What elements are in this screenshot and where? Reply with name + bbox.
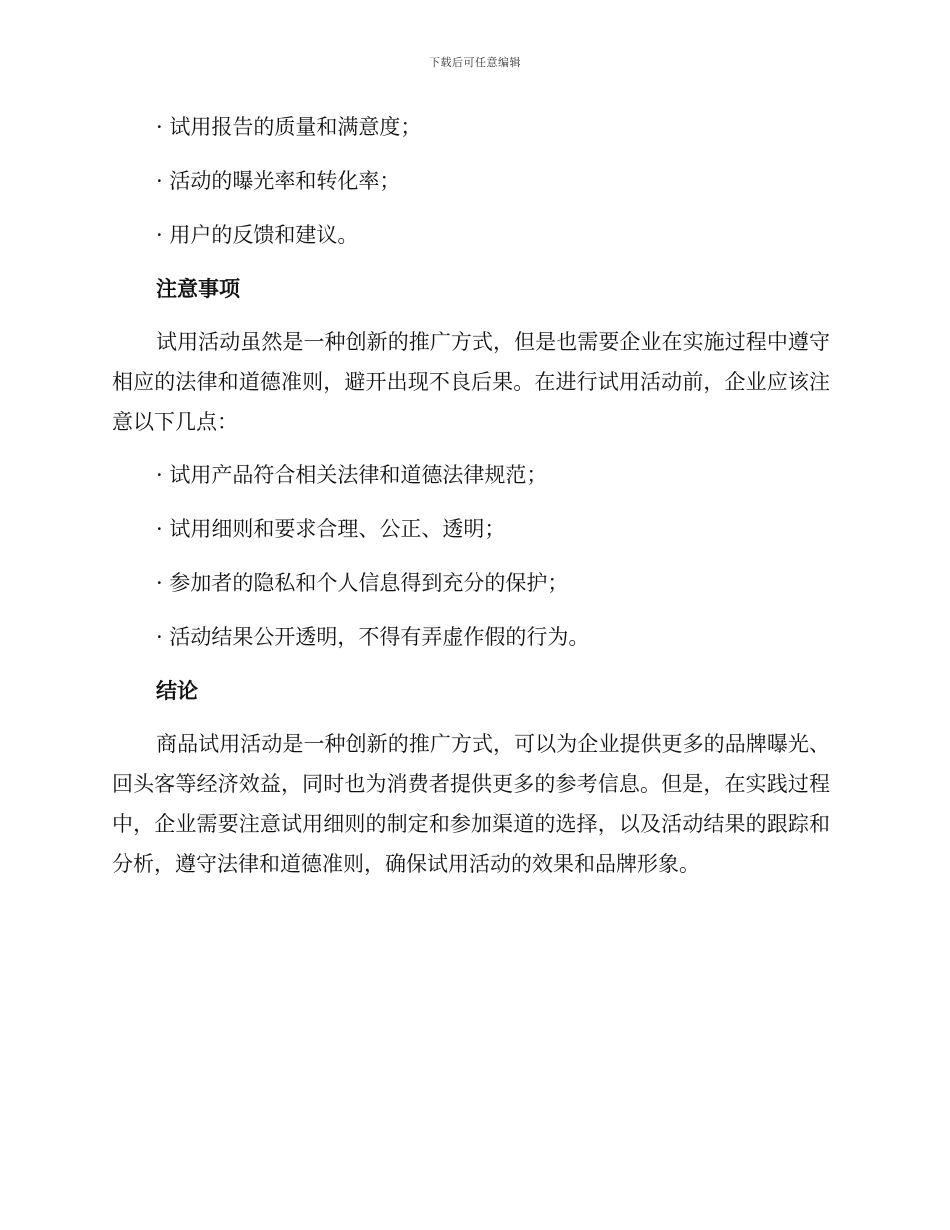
conclusion-paragraph: 商品试用活动是一种创新的推广方式，可以为企业提供更多的品牌曝光、回头客等经济效益，同时也为消费者提供更多的参考信息。但是，在实践过程中，企业需要注意试用细则的制定和参加渠道的选择，以及活动结果的跟踪和分析，遵守法律和道德准则，确保试用活动的效果和品牌形象。: [112, 732, 830, 876]
notes-paragraph: 试用活动虽然是一种创新的推广方式，但是也需要企业在实施过程中遵守相应的法律和道德准则，避开出现不良后果。在进行试用活动前，企业应该注意以下几点：: [112, 330, 830, 434]
section-heading-notes: 注意事项: [156, 276, 240, 301]
document-body: [112, 112, 830, 902]
bullet-item: · 试用报告的质量和满意度；: [156, 115, 422, 139]
bullet-item: · 活动的曝光率和转化率；: [156, 169, 401, 193]
section-heading-conclusion: 结论: [156, 678, 198, 703]
bullet-item: · 试用细则和要求合理、公正、透明；: [156, 517, 506, 541]
bullet-item: · 参加者的隐私和个人信息得到充分的保护；: [156, 571, 569, 595]
bullet-item: · 活动结果公开透明，不得有弄虚作假的行为。: [156, 625, 590, 649]
bullet-item: · 用户的反馈和建议。: [156, 223, 359, 247]
page-header: 下载后可任意编辑: [429, 56, 521, 69]
bullet-item: · 试用产品符合相关法律和道德法律规范；: [156, 463, 548, 487]
